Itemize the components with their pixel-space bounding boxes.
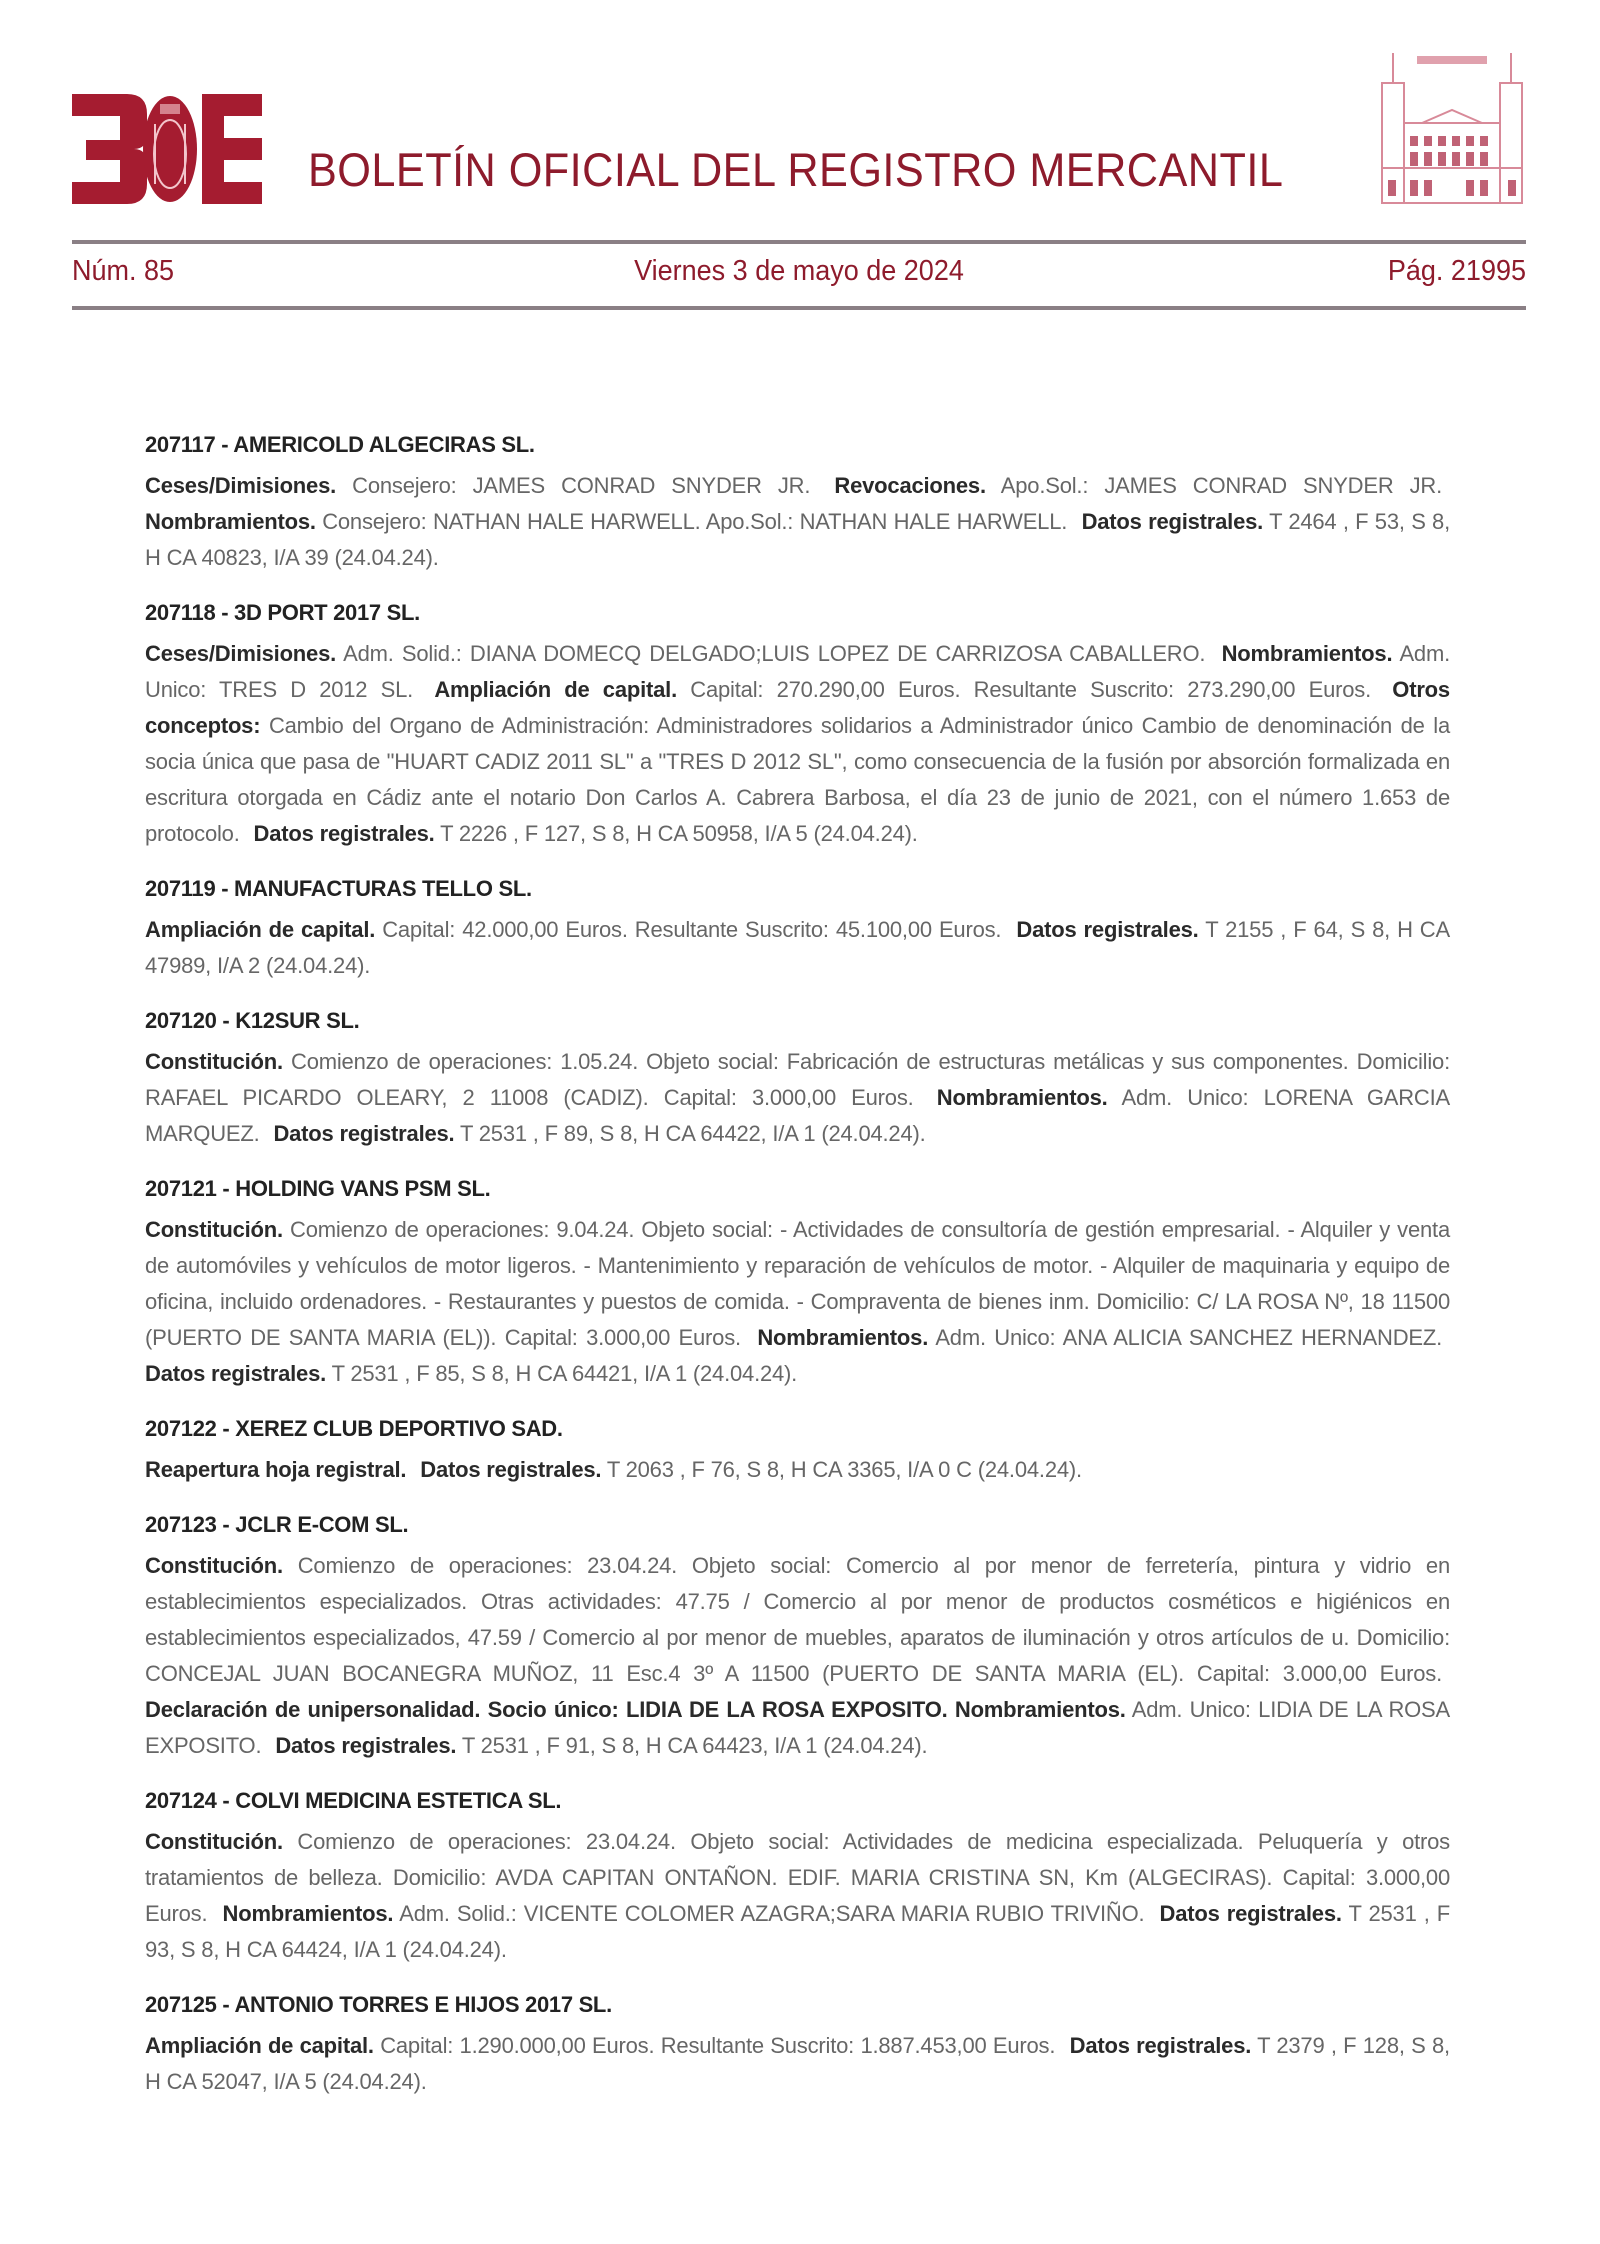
entry-body bbox=[145, 636, 1450, 852]
registry-entry bbox=[145, 1416, 1450, 1488]
entry-section-text: Comienzo de operaciones: 23.04.24. Objeto social: Actividades de medicina especializada. Peluquería y otros tratamientos de belleza. Domicilio: AVDA CAPITAN ONTAÑON. EDIF. MARIA CRISTINA SN, Km (ALGECIRAS). Capital: 3.000,00 Euros. bbox=[145, 1829, 1450, 1926]
header-divider-top bbox=[72, 240, 1526, 244]
entry-section-label: Datos registrales. bbox=[275, 1733, 457, 1758]
entry-section-label: Revocaciones. bbox=[834, 473, 986, 498]
entry-section-label: Datos registrales. bbox=[1081, 509, 1264, 534]
registry-entry bbox=[145, 1788, 1450, 1968]
entry-section-label: Datos registrales. bbox=[253, 821, 435, 846]
entry-title: 207118 - 3D PORT 2017 SL. bbox=[145, 600, 420, 625]
entry-section-label: Nombramientos. bbox=[1221, 641, 1393, 666]
entry-title: 207121 - HOLDING VANS PSM SL. bbox=[145, 1176, 491, 1201]
entry-section-label: Nombramientos. bbox=[757, 1325, 929, 1350]
issue-meta-bar bbox=[72, 255, 1526, 297]
entries-list bbox=[145, 432, 1450, 2124]
entry-section-text: Capital: 1.290.000,00 Euros. Resultante Suscrito: 1.887.453,00 Euros. bbox=[380, 2033, 1056, 2058]
entry-body bbox=[145, 1044, 1450, 1152]
entry-section-label: Ampliación de capital. bbox=[145, 917, 376, 942]
entry-body bbox=[145, 1212, 1450, 1392]
entry-section-text: T 2063 , F 76, S 8, H CA 3365, I/A 0 C (24.04.24). bbox=[606, 1457, 1082, 1482]
entry-section-label: Datos registrales. bbox=[273, 1121, 455, 1146]
entry-section-text: T 2531 , F 89, S 8, H CA 64422, I/A 1 (24.04.24). bbox=[460, 1121, 926, 1146]
entry-section-text: Consejero: NATHAN HALE HARWELL. Apo.Sol.: NATHAN HALE HARWELL. bbox=[322, 509, 1068, 534]
entry-section-label: Ceses/Dimisiones. bbox=[145, 473, 337, 498]
entry-section-text: T 2226 , F 127, S 8, H CA 50958, I/A 5 (24.04.24). bbox=[440, 821, 918, 846]
entry-section-label: Constitución. bbox=[145, 1049, 283, 1074]
entry-section-text: Capital: 270.290,00 Euros. Resultante Suscrito: 273.290,00 Euros. bbox=[690, 677, 1371, 702]
entry-section-label: Nombramientos. bbox=[222, 1901, 394, 1926]
entry-title: 207124 - COLVI MEDICINA ESTETICA SL. bbox=[145, 1788, 562, 1813]
entry-title: 207120 - K12SUR SL. bbox=[145, 1008, 360, 1033]
entry-section-text: Consejero: JAMES CONRAD SNYDER JR. bbox=[352, 473, 811, 498]
entry-section-text: T 2464 , F 53, S 8, H CA 40823, I/A 39 (24.04.24). bbox=[145, 509, 1451, 570]
boe-logo-icon bbox=[72, 94, 262, 204]
entry-title: 207125 - ANTONIO TORRES E HIJOS 2017 SL. bbox=[145, 1992, 612, 2017]
entry-section-text: Adm. Solid.: VICENTE COLOMER AZAGRA;SARA MARIA RUBIO TRIVIÑO. bbox=[399, 1901, 1145, 1926]
entry-section-text: Adm. Unico: ANA ALICIA SANCHEZ HERNANDEZ. bbox=[935, 1325, 1443, 1350]
entry-title: 207122 - XEREZ CLUB DEPORTIVO SAD. bbox=[145, 1416, 563, 1441]
entry-section-label: Constitución. bbox=[145, 1217, 283, 1242]
entry-section-text: Comienzo de operaciones: 1.05.24. Objeto social: Fabricación de estructuras metálicas y sus componentes. Domicilio: RAFAEL PICARDO OLEARY, 2 11008 (CADIZ). Capital: 3.000,00 Euros. bbox=[145, 1049, 1450, 1110]
entry-section-label: Constitución. bbox=[145, 1553, 283, 1578]
entry-section-text: Comienzo de operaciones: 23.04.24. Objeto social: Comercio al por menor de ferretería, pintura y vidrio en establecimientos especializados. Otras actividades: 47.75 / Comercio al por menor de productos cosméticos e higiénicos en establecimientos especializados, 47.59 / Comercio al por menor de muebles, aparatos de iluminación y otros artículos de u. Domicilio: CONCEJAL JUAN BOCANEGRA MUÑOZ, 11 Esc.4 3º A 11500 (PUERTO DE SANTA MARIA (EL). Capital: 3.000,00 Euros. bbox=[145, 1553, 1450, 1686]
entry-section-text: Comienzo de operaciones: 9.04.24. Objeto social: - Actividades de consultoría de gestión empresarial. - Alquiler y venta de automóviles y vehículos de motor ligeros. - Mantenimiento y reparación de vehículos de motor. - Alquiler de maquinaria y equipo de oficina, incluido ordenadores. - Restaurantes y puestos de comida. - Compraventa de bienes inm. Domicilio: C/ LA ROSA Nº, 18 11500 (PUERTO DE SANTA MARIA (EL)). Capital: 3.000,00 Euros. bbox=[145, 1217, 1450, 1350]
entry-title: 207123 - JCLR E-COM SL. bbox=[145, 1512, 409, 1537]
entry-section-text: T 2531 , F 91, S 8, H CA 64423, I/A 1 (24.04.24). bbox=[461, 1733, 928, 1758]
entry-section-text: T 2531 , F 85, S 8, H CA 64421, I/A 1 (24.04.24). bbox=[331, 1361, 798, 1386]
entry-body bbox=[145, 2028, 1450, 2100]
entry-section-text: Adm. Unico: LORENA GARCIA MARQUEZ. bbox=[145, 1085, 1450, 1146]
page-header bbox=[72, 46, 1532, 216]
entry-section-label: Nombramientos. bbox=[936, 1085, 1108, 1110]
entry-section-text: Cambio del Organo de Administración: Administradores solidarios a Administrador único Cambio de denominación de la socia única que pasa de "HUART CADIZ 2011 SL" a "TRES D 2012 SL", como consecuencia de la fusión por absorción formalizada en escritura otorgada en Cádiz ante el notario Don Carlos A. Cabrera Barbosa, el día 23 de junio de 2021, con el número 1.653 de protocolo. bbox=[145, 713, 1450, 846]
entry-section-label: Otros conceptos: bbox=[145, 677, 1450, 738]
registro-building-icon bbox=[1372, 48, 1532, 213]
entry-body bbox=[145, 1548, 1450, 1764]
entry-section-label: Datos registrales. bbox=[1016, 917, 1199, 942]
entry-section-text: Apo.Sol.: JAMES CONRAD SNYDER JR. bbox=[1000, 473, 1443, 498]
entry-section-text: T 2379 , F 128, S 8, H CA 52047, I/A 5 (24.04.24). bbox=[145, 2033, 1450, 2094]
entry-section-label: Constitución. bbox=[145, 1829, 283, 1854]
entry-section-label: Ampliación de capital. bbox=[145, 2033, 374, 2058]
entry-body bbox=[145, 912, 1450, 984]
page-title: BOLETÍN OFICIAL DEL REGISTRO MERCANTIL bbox=[308, 143, 1284, 196]
entry-section-text: T 2531 , F 93, S 8, H CA 64424, I/A 1 (24.04.24). bbox=[145, 1901, 1450, 1962]
entry-section-label: Datos registrales. bbox=[1069, 2033, 1252, 2058]
entry-section-text: Capital: 42.000,00 Euros. Resultante Suscrito: 45.100,00 Euros. bbox=[382, 917, 1002, 942]
entry-section-label: Ceses/Dimisiones. bbox=[145, 641, 337, 666]
entry-section-text: Adm. Unico: LIDIA DE LA ROSA EXPOSITO. bbox=[145, 1697, 1450, 1758]
entry-body bbox=[145, 1824, 1450, 1968]
entry-section-label: Declaración de unipersonalidad. Socio único: LIDIA DE LA ROSA EXPOSITO. Nombramientos. bbox=[145, 1697, 1126, 1722]
entry-title: 207117 - AMERICOLD ALGECIRAS SL. bbox=[145, 432, 535, 457]
entry-body bbox=[145, 1452, 1450, 1488]
page-number: Pág. 21995 bbox=[1387, 255, 1526, 287]
entry-section-text: Adm. Solid.: DIANA DOMECQ DELGADO;LUIS LOPEZ DE CARRIZOSA CABALLERO. bbox=[343, 641, 1206, 666]
registry-entry bbox=[145, 1992, 1450, 2100]
entry-section-label: Nombramientos. bbox=[145, 509, 316, 534]
registry-entry bbox=[145, 600, 1450, 852]
registry-entry bbox=[145, 1008, 1450, 1152]
registry-entry bbox=[145, 432, 1450, 576]
registry-entry bbox=[145, 1176, 1450, 1392]
entry-section-text: Adm. Unico: TRES D 2012 SL. bbox=[145, 641, 1450, 702]
entry-section-text: T 2155 , F 64, S 8, H CA 47989, I/A 2 (24.04.24). bbox=[145, 917, 1450, 978]
entry-section-label: Reapertura hoja registral. bbox=[145, 1457, 407, 1482]
entry-body bbox=[145, 468, 1450, 576]
registry-entry bbox=[145, 876, 1450, 984]
entry-section-label: Datos registrales. bbox=[420, 1457, 602, 1482]
issue-date: Viernes 3 de mayo de 2024 bbox=[634, 255, 964, 287]
registry-entry bbox=[145, 1512, 1450, 1764]
entry-title: 207119 - MANUFACTURAS TELLO SL. bbox=[145, 876, 532, 901]
entry-section-label: Ampliación de capital. bbox=[434, 677, 677, 702]
entry-section-label: Datos registrales. bbox=[145, 1361, 327, 1386]
header-divider-bottom bbox=[72, 306, 1526, 310]
issue-number: Núm. 85 bbox=[72, 255, 175, 287]
entry-section-label: Datos registrales. bbox=[1159, 1901, 1342, 1926]
